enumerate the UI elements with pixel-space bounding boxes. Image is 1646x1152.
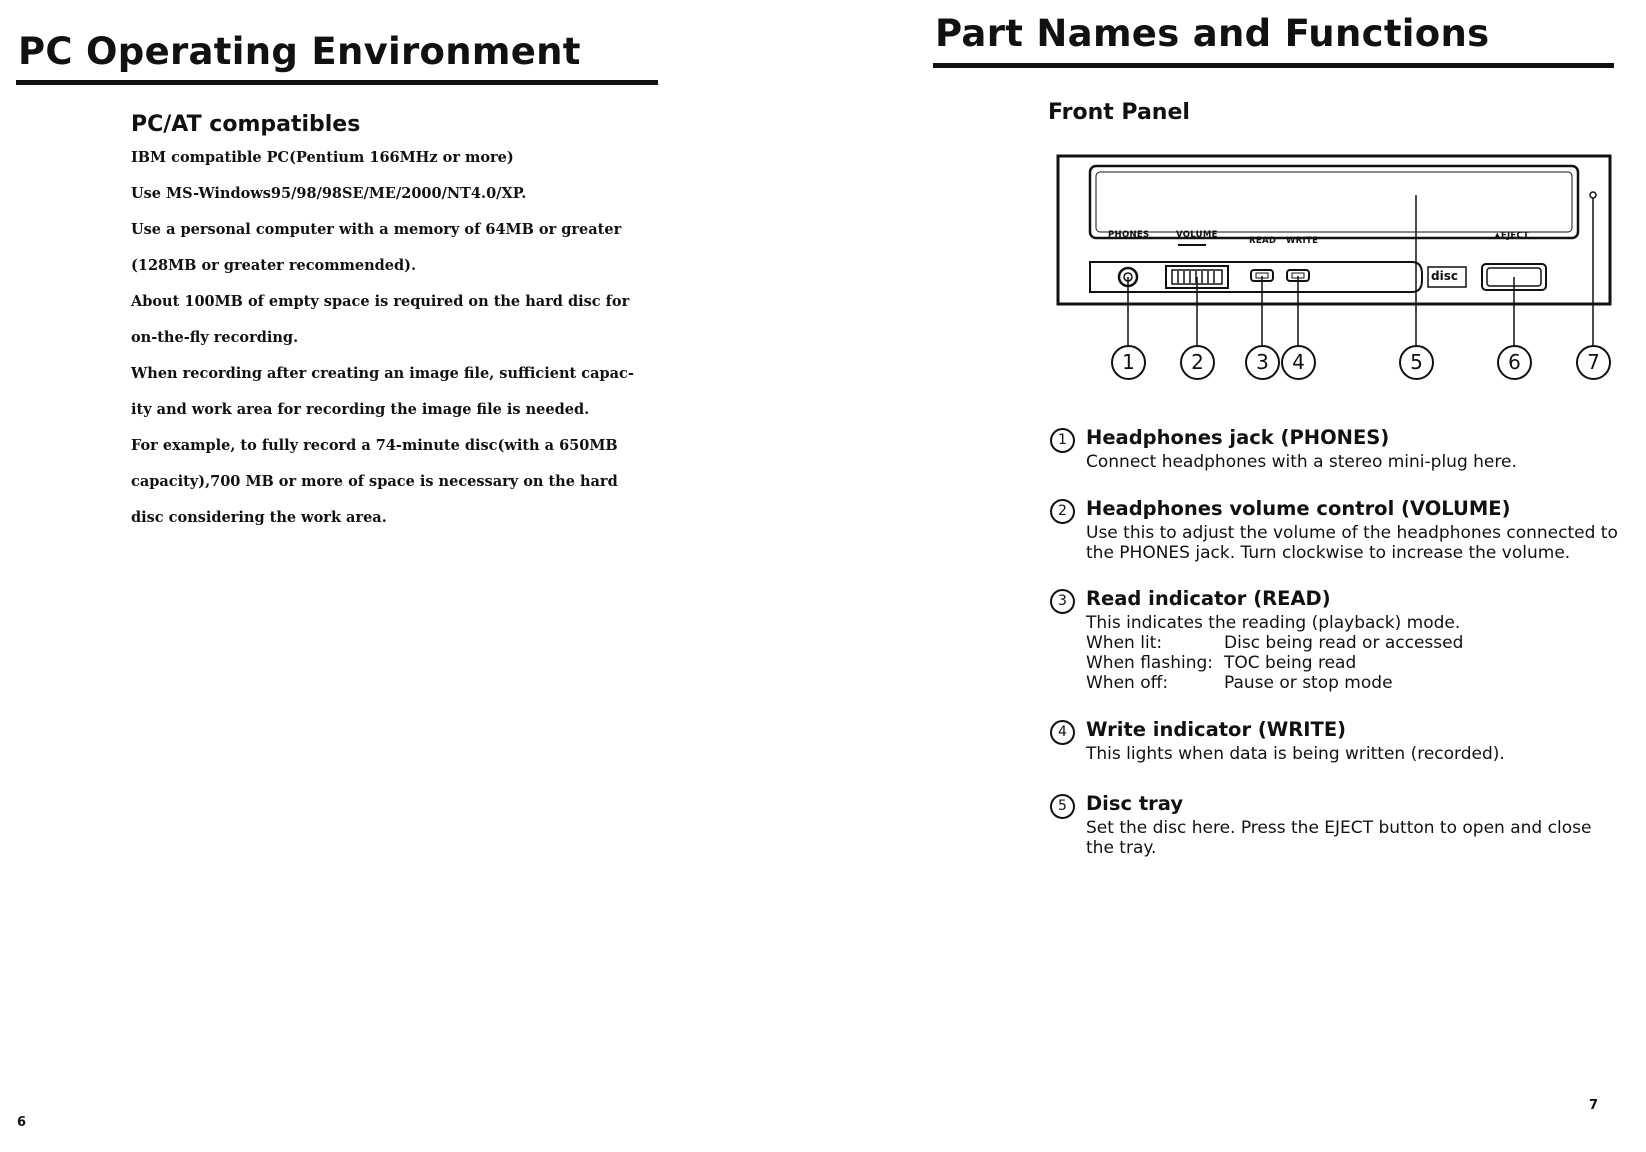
text-line: When recording after creating an image file, sufficient capac-	[131, 365, 634, 382]
status-key: When flashing:	[1086, 653, 1213, 673]
title-rule	[16, 80, 658, 85]
item-number: 1	[1050, 428, 1075, 453]
description-line: the tray.	[1086, 838, 1157, 858]
page-number: 7	[1589, 1098, 1599, 1113]
text-line: About 100MB of empty space is required on the hard disc for	[131, 293, 630, 310]
item-title: Disc tray	[1086, 792, 1184, 815]
disc-logo-text: disc	[1431, 269, 1458, 283]
item-title: Headphones volume control (VOLUME)	[1086, 497, 1511, 520]
write-label: WRITE	[1286, 236, 1319, 246]
callout-1: 1	[1111, 345, 1146, 380]
text-line: (128MB or greater recommended).	[131, 257, 417, 274]
environment-text	[131, 140, 634, 536]
description-line: Set the disc here. Press the EJECT button to open and close	[1086, 818, 1592, 838]
part-item-1	[1050, 426, 1620, 476]
status-row	[1086, 633, 1626, 653]
status-value: Pause or stop mode	[1224, 673, 1393, 693]
part-item-3	[1050, 587, 1620, 697]
callout-7: 7	[1576, 345, 1611, 380]
text-line: IBM compatible PC(Pentium 166MHz or more)	[131, 149, 514, 166]
front-panel-diagram	[1050, 150, 1620, 420]
description-line: Connect headphones with a stereo mini-plug here.	[1086, 452, 1517, 472]
callout-4: 4	[1281, 345, 1316, 380]
text-line: Use MS-Windows95/98/98SE/ME/2000/NT4.0/XP.	[131, 185, 527, 202]
item-number: 4	[1050, 720, 1075, 745]
callout-2: 2	[1180, 345, 1215, 380]
text-line: on-the-fly recording.	[131, 329, 299, 346]
text-line: ity and work area for recording the image file is needed.	[131, 401, 590, 418]
front-panel-drawing	[1050, 150, 1620, 420]
eject-label: ▲EJECT	[1494, 231, 1530, 241]
item-description	[1086, 744, 1626, 764]
text-line: Use a personal computer with a memory of 64MB or greater	[131, 221, 622, 238]
page-title: PC Operating Environment	[18, 30, 581, 73]
item-title: Write indicator (WRITE)	[1086, 718, 1347, 741]
item-title: Headphones jack (PHONES)	[1086, 426, 1390, 449]
status-key: When off:	[1086, 673, 1169, 693]
description-line: the PHONES jack. Turn clockwise to increase the volume.	[1086, 543, 1571, 563]
section-heading: PC/AT compatibles	[131, 112, 361, 137]
emergency-eject-hole	[1590, 192, 1596, 198]
phones-label: PHONES	[1108, 230, 1150, 240]
callout-5: 5	[1399, 345, 1434, 380]
status-value: Disc being read or accessed	[1224, 633, 1464, 653]
disc-tray-slot	[1090, 166, 1578, 238]
item-description	[1086, 818, 1626, 858]
status-value: TOC being read	[1224, 653, 1357, 673]
part-item-5	[1050, 792, 1620, 862]
item-description	[1086, 613, 1626, 693]
title-rule	[933, 63, 1614, 68]
item-description	[1086, 523, 1626, 563]
description-line: This indicates the reading (playback) mode.	[1086, 613, 1461, 633]
text-line: capacity),700 MB or more of space is necessary on the hard	[131, 473, 618, 490]
page-number: 6	[17, 1115, 27, 1130]
item-description	[1086, 452, 1626, 472]
status-row	[1086, 653, 1626, 673]
page-title: Part Names and Functions	[935, 12, 1490, 55]
text-line: disc considering the work area.	[131, 509, 387, 526]
description-line: Use this to adjust the volume of the headphones connected to	[1086, 523, 1618, 543]
callout-3: 3	[1245, 345, 1280, 380]
item-number: 5	[1050, 794, 1075, 819]
read-label: READ	[1249, 236, 1277, 246]
section-heading: Front Panel	[1048, 100, 1190, 125]
part-item-4	[1050, 718, 1620, 768]
text-line: For example, to fully record a 74-minute disc(with a 650MB	[131, 437, 618, 454]
status-row	[1086, 673, 1626, 693]
callout-6: 6	[1497, 345, 1532, 380]
description-line: This lights when data is being written (recorded).	[1086, 744, 1505, 764]
item-number: 3	[1050, 589, 1075, 614]
part-item-2	[1050, 497, 1620, 567]
item-title: Read indicator (READ)	[1086, 587, 1331, 610]
item-number: 2	[1050, 499, 1075, 524]
status-key: When lit:	[1086, 633, 1163, 653]
volume-label: VOLUME	[1176, 230, 1218, 240]
